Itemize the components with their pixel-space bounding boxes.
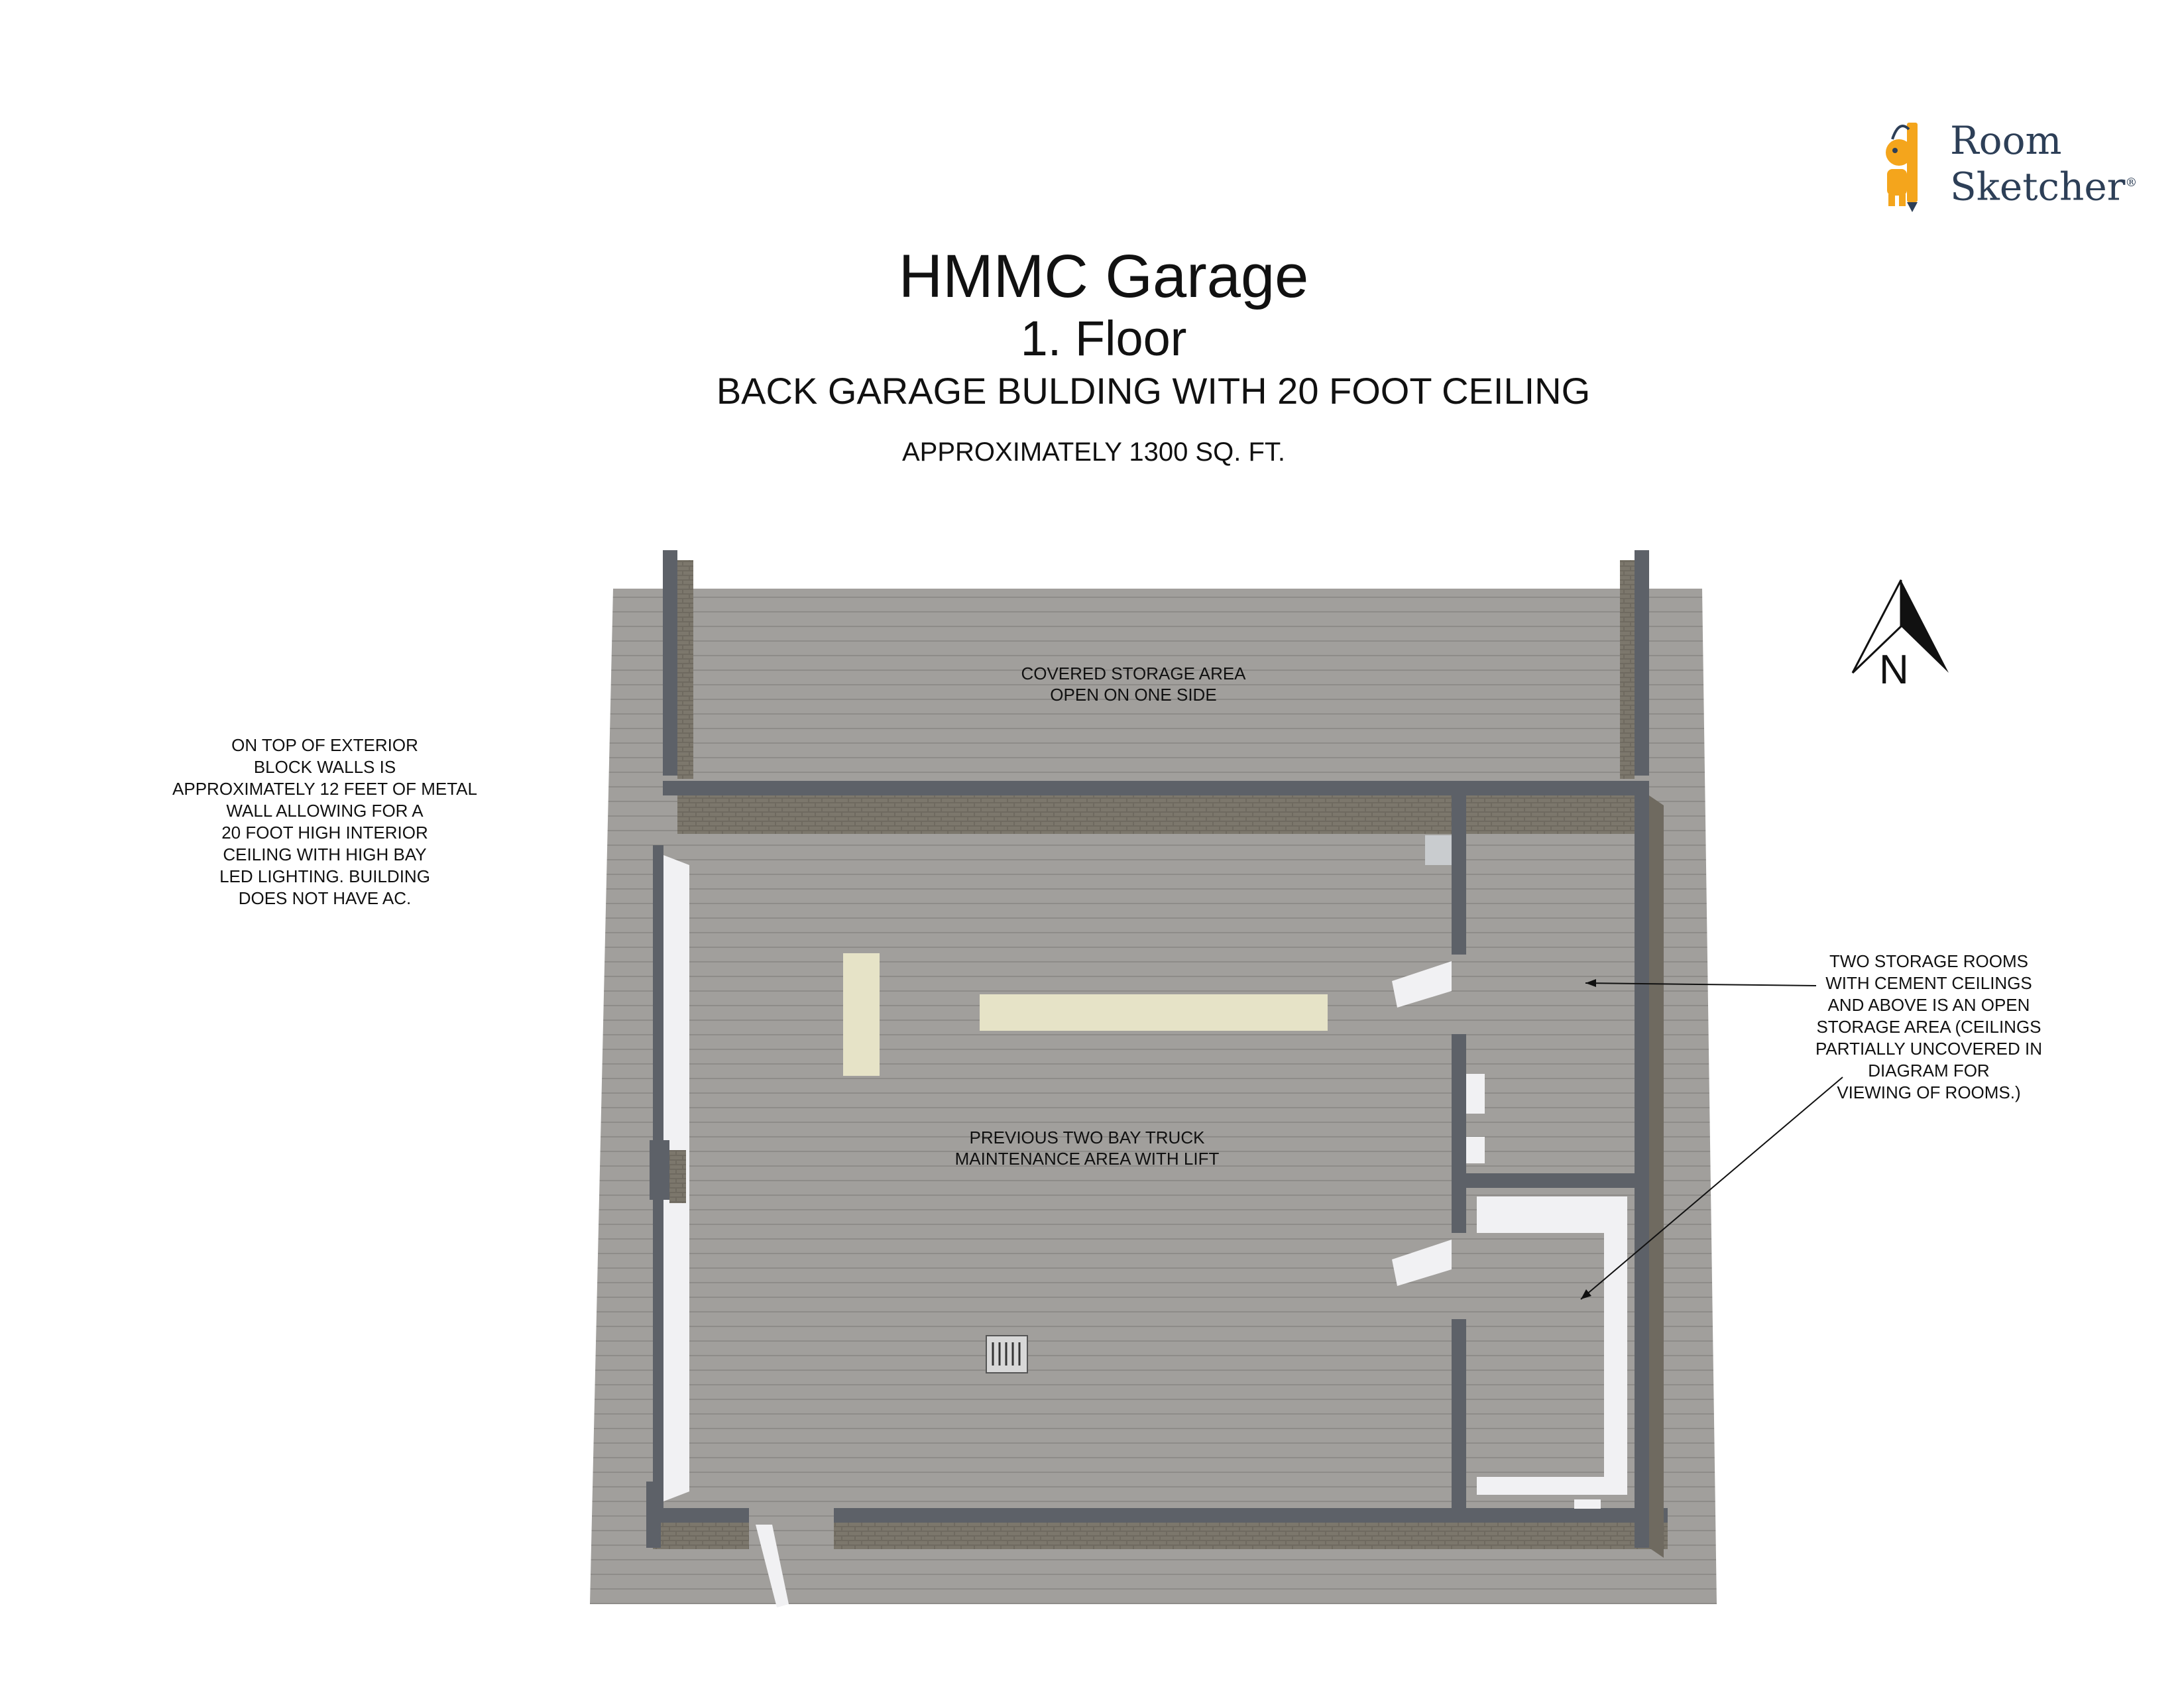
right-rear-wall bbox=[1635, 550, 1649, 776]
south-wall-face-right bbox=[834, 1523, 1668, 1549]
wall-fixture bbox=[1425, 835, 1452, 865]
left-rear-wall-face bbox=[677, 560, 693, 779]
small-fixture-1 bbox=[1466, 1074, 1485, 1114]
registered-mark: ® bbox=[2125, 176, 2138, 190]
south-wall-face-left bbox=[653, 1523, 749, 1549]
compass-label: N bbox=[1879, 647, 1909, 693]
lift-pad-short bbox=[843, 953, 880, 1076]
right-rear-wall-face bbox=[1620, 560, 1635, 779]
lift-pad-long bbox=[980, 994, 1328, 1031]
partition-middle bbox=[1452, 1034, 1466, 1233]
east-wall-face bbox=[1649, 795, 1664, 1558]
west-pillar-face bbox=[669, 1150, 686, 1203]
maintenance-area-label: PREVIOUS TWO BAY TRUCK MAINTENANCE AREA WITH LIFT bbox=[954, 1128, 1220, 1169]
ground-slab bbox=[590, 589, 1717, 1604]
left-rear-wall bbox=[663, 550, 677, 776]
area-label: APPROXIMATELY 1300 SQ. FT. bbox=[902, 437, 1285, 467]
storage-divider bbox=[1466, 1173, 1635, 1188]
storage-rooms-note: TWO STORAGE ROOMS WITH CEMENT CEILINGS AND ABOVE IS AN OPEN STORAGE AREA (CEILINGS PARTIALLY UNCOVERED IN DIAGRAM FOR VIEWING OF ROOMS.) bbox=[1815, 951, 2042, 1102]
exterior-walls-note: ON TOP OF EXTERIOR BLOCK WALLS IS APPROXIMATELY 12 FEET OF METAL WALL ALLOWING FOR A 20 FOOT HIGH INTERIOR CEILING WITH HIGH BAY LED LIGHTING. BUILDING DOES NOT HAVE AC. bbox=[172, 735, 477, 908]
south-wall-top-left bbox=[646, 1508, 749, 1523]
lower-room-vent bbox=[1574, 1499, 1601, 1509]
north-wall-face bbox=[677, 795, 1635, 834]
small-fixture-2 bbox=[1466, 1137, 1485, 1163]
floor-label: 1. Floor bbox=[1020, 311, 1187, 366]
logo-line-room: Room bbox=[1950, 118, 2062, 163]
north-wall-top bbox=[663, 781, 1649, 795]
logo-sketcher-text: Sketcher bbox=[1950, 164, 2126, 209]
partition-lower bbox=[1452, 1319, 1466, 1516]
sw-corner bbox=[646, 1482, 661, 1548]
west-wall-pillar bbox=[650, 1140, 669, 1200]
east-wall-top bbox=[1635, 795, 1649, 1548]
diagram-title: HMMC Garage bbox=[898, 243, 1309, 310]
partition-upper bbox=[1452, 795, 1466, 955]
south-wall-top-right bbox=[834, 1508, 1668, 1523]
building-subtitle: BACK GARAGE BULDING WITH 20 FOOT CEILING bbox=[716, 370, 1591, 412]
covered-storage-label: COVERED STORAGE AREA OPEN ON ONE SIDE bbox=[1021, 664, 1246, 705]
